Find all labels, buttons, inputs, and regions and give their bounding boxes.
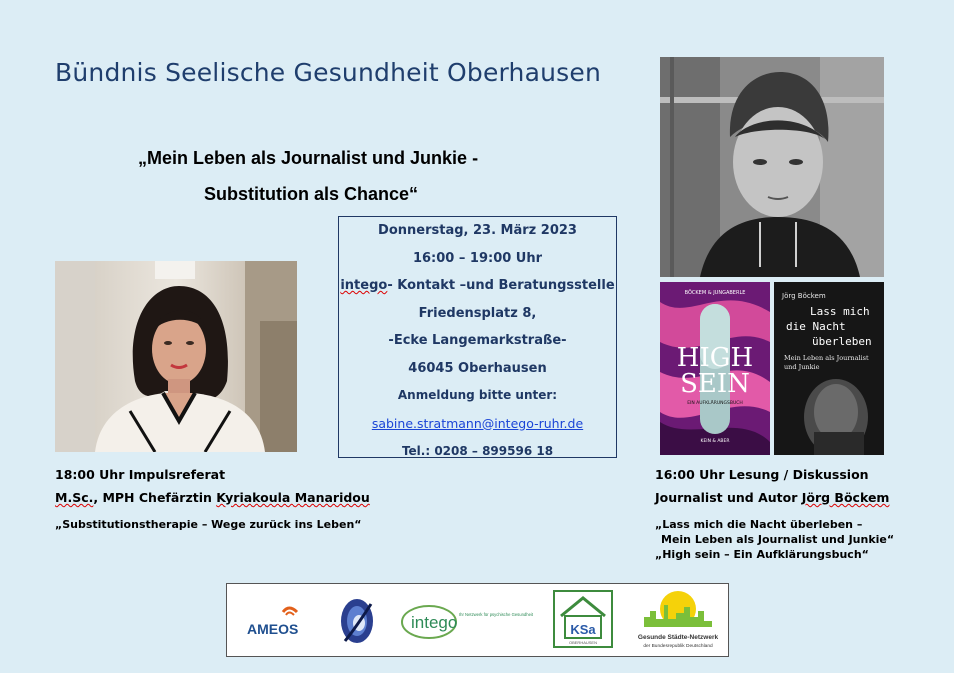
speaker-line xyxy=(55,490,370,505)
speaker-degree: M.Sc. xyxy=(55,490,94,505)
book-cover-lass-mich xyxy=(774,282,884,455)
book-lass-subtitle-2: und Junkie xyxy=(784,363,820,371)
intego-logo xyxy=(399,600,539,644)
event-headline-line-2: Substitution als Chance“ xyxy=(204,184,419,204)
book-2-title: „High sein – Ein Aufklärungsbuch“ xyxy=(655,548,869,561)
registration-email-link[interactable]: sabine.stratmann@intego-ruhr.de xyxy=(371,415,584,431)
intego-logo-text: intego xyxy=(411,613,458,632)
ksa-logo-subtext: OBERHAUSEN xyxy=(568,640,598,645)
book-high-authors: BÖCKEM & JUNGABERLE xyxy=(684,290,746,296)
book-high-title-2: SEIN xyxy=(680,369,750,399)
event-info-box xyxy=(338,216,617,458)
event-city: 46045 Oberhausen xyxy=(408,360,547,376)
event-time: 16:00 – 19:00 Uhr xyxy=(412,250,543,266)
book-lass-subtitle-1: Mein Leben als Journalist xyxy=(784,354,869,362)
impulse-talk-time: 18:00 Uhr Impulsreferat xyxy=(55,467,226,482)
event-street: Friedensplatz 8, xyxy=(418,305,537,321)
speaker-name: Kyriakoula Manaridou xyxy=(216,490,370,505)
speaker-role: , MPH Chefärztin xyxy=(93,490,217,505)
venue-brand: intego xyxy=(340,278,388,293)
book-lass-title-3: überleben xyxy=(812,335,872,348)
intego-logo-tagline: Ihr Netzwerk für psychische Gesundheit xyxy=(459,612,534,617)
event-corner: -Ecke Langemarkstraße- xyxy=(388,333,567,348)
reading-time: 16:00 Uhr Lesung / Diskussion xyxy=(655,467,869,482)
author-photo xyxy=(660,57,884,277)
author-role: Journalist und Autor xyxy=(655,490,802,505)
book-lass-author: Jörg Böckem xyxy=(782,292,826,300)
book-high-title-1: HIGH xyxy=(676,343,754,373)
event-headline-line-1: „Mein Leben als Journalist und Junkie - xyxy=(138,148,479,168)
organization-title: Bündnis Seelische Gesundheit Oberhausen xyxy=(55,58,602,87)
book-high-subtitle: EIN AUFKLÄRUNGSBUCH xyxy=(687,401,743,406)
gesunde-staedte-logo-line-2: der Bundesrepublik Deutschland xyxy=(643,644,713,649)
registration-label: Anmeldung bitte unter: xyxy=(397,388,558,402)
event-venue xyxy=(339,272,616,300)
ksa-logo xyxy=(553,590,613,648)
book-lass-title-1: Lass mich xyxy=(810,305,870,318)
author-line xyxy=(655,490,889,505)
event-date: Donnerstag, 23. März 2023 xyxy=(378,223,577,238)
book-lass-title-2: die Nacht xyxy=(786,320,846,333)
book-1-title-line-2: Mein Leben als Journalist und Junkie“ xyxy=(661,533,895,546)
author-name: Jörg Böckem xyxy=(801,490,890,505)
speaker-photo xyxy=(55,261,297,452)
gesunde-staedte-logo xyxy=(632,587,724,655)
ameos-logo xyxy=(245,602,315,638)
ameos-logo-text: AMEOS xyxy=(247,621,299,637)
book-cover-high-sein xyxy=(660,282,770,455)
ksa-logo-text: KSa xyxy=(570,622,596,637)
book-1-title-line-1: „Lass mich die Nacht überleben – xyxy=(655,518,863,531)
gesunde-staedte-logo-line-1: Gesunde Städte-Netzwerk xyxy=(637,634,719,641)
registration-phone: Tel.: 0208 – 899596 18 xyxy=(401,444,554,458)
venue-name: - Kontakt –und Beratungsstelle xyxy=(387,278,615,293)
emblem-logo xyxy=(337,596,377,646)
impulse-talk-title: „Substitutionstherapie – Wege zurück ins Leben“ xyxy=(55,518,362,531)
book-high-publisher: KEIN & ABER xyxy=(700,439,730,444)
partner-logo-strip xyxy=(226,583,729,657)
